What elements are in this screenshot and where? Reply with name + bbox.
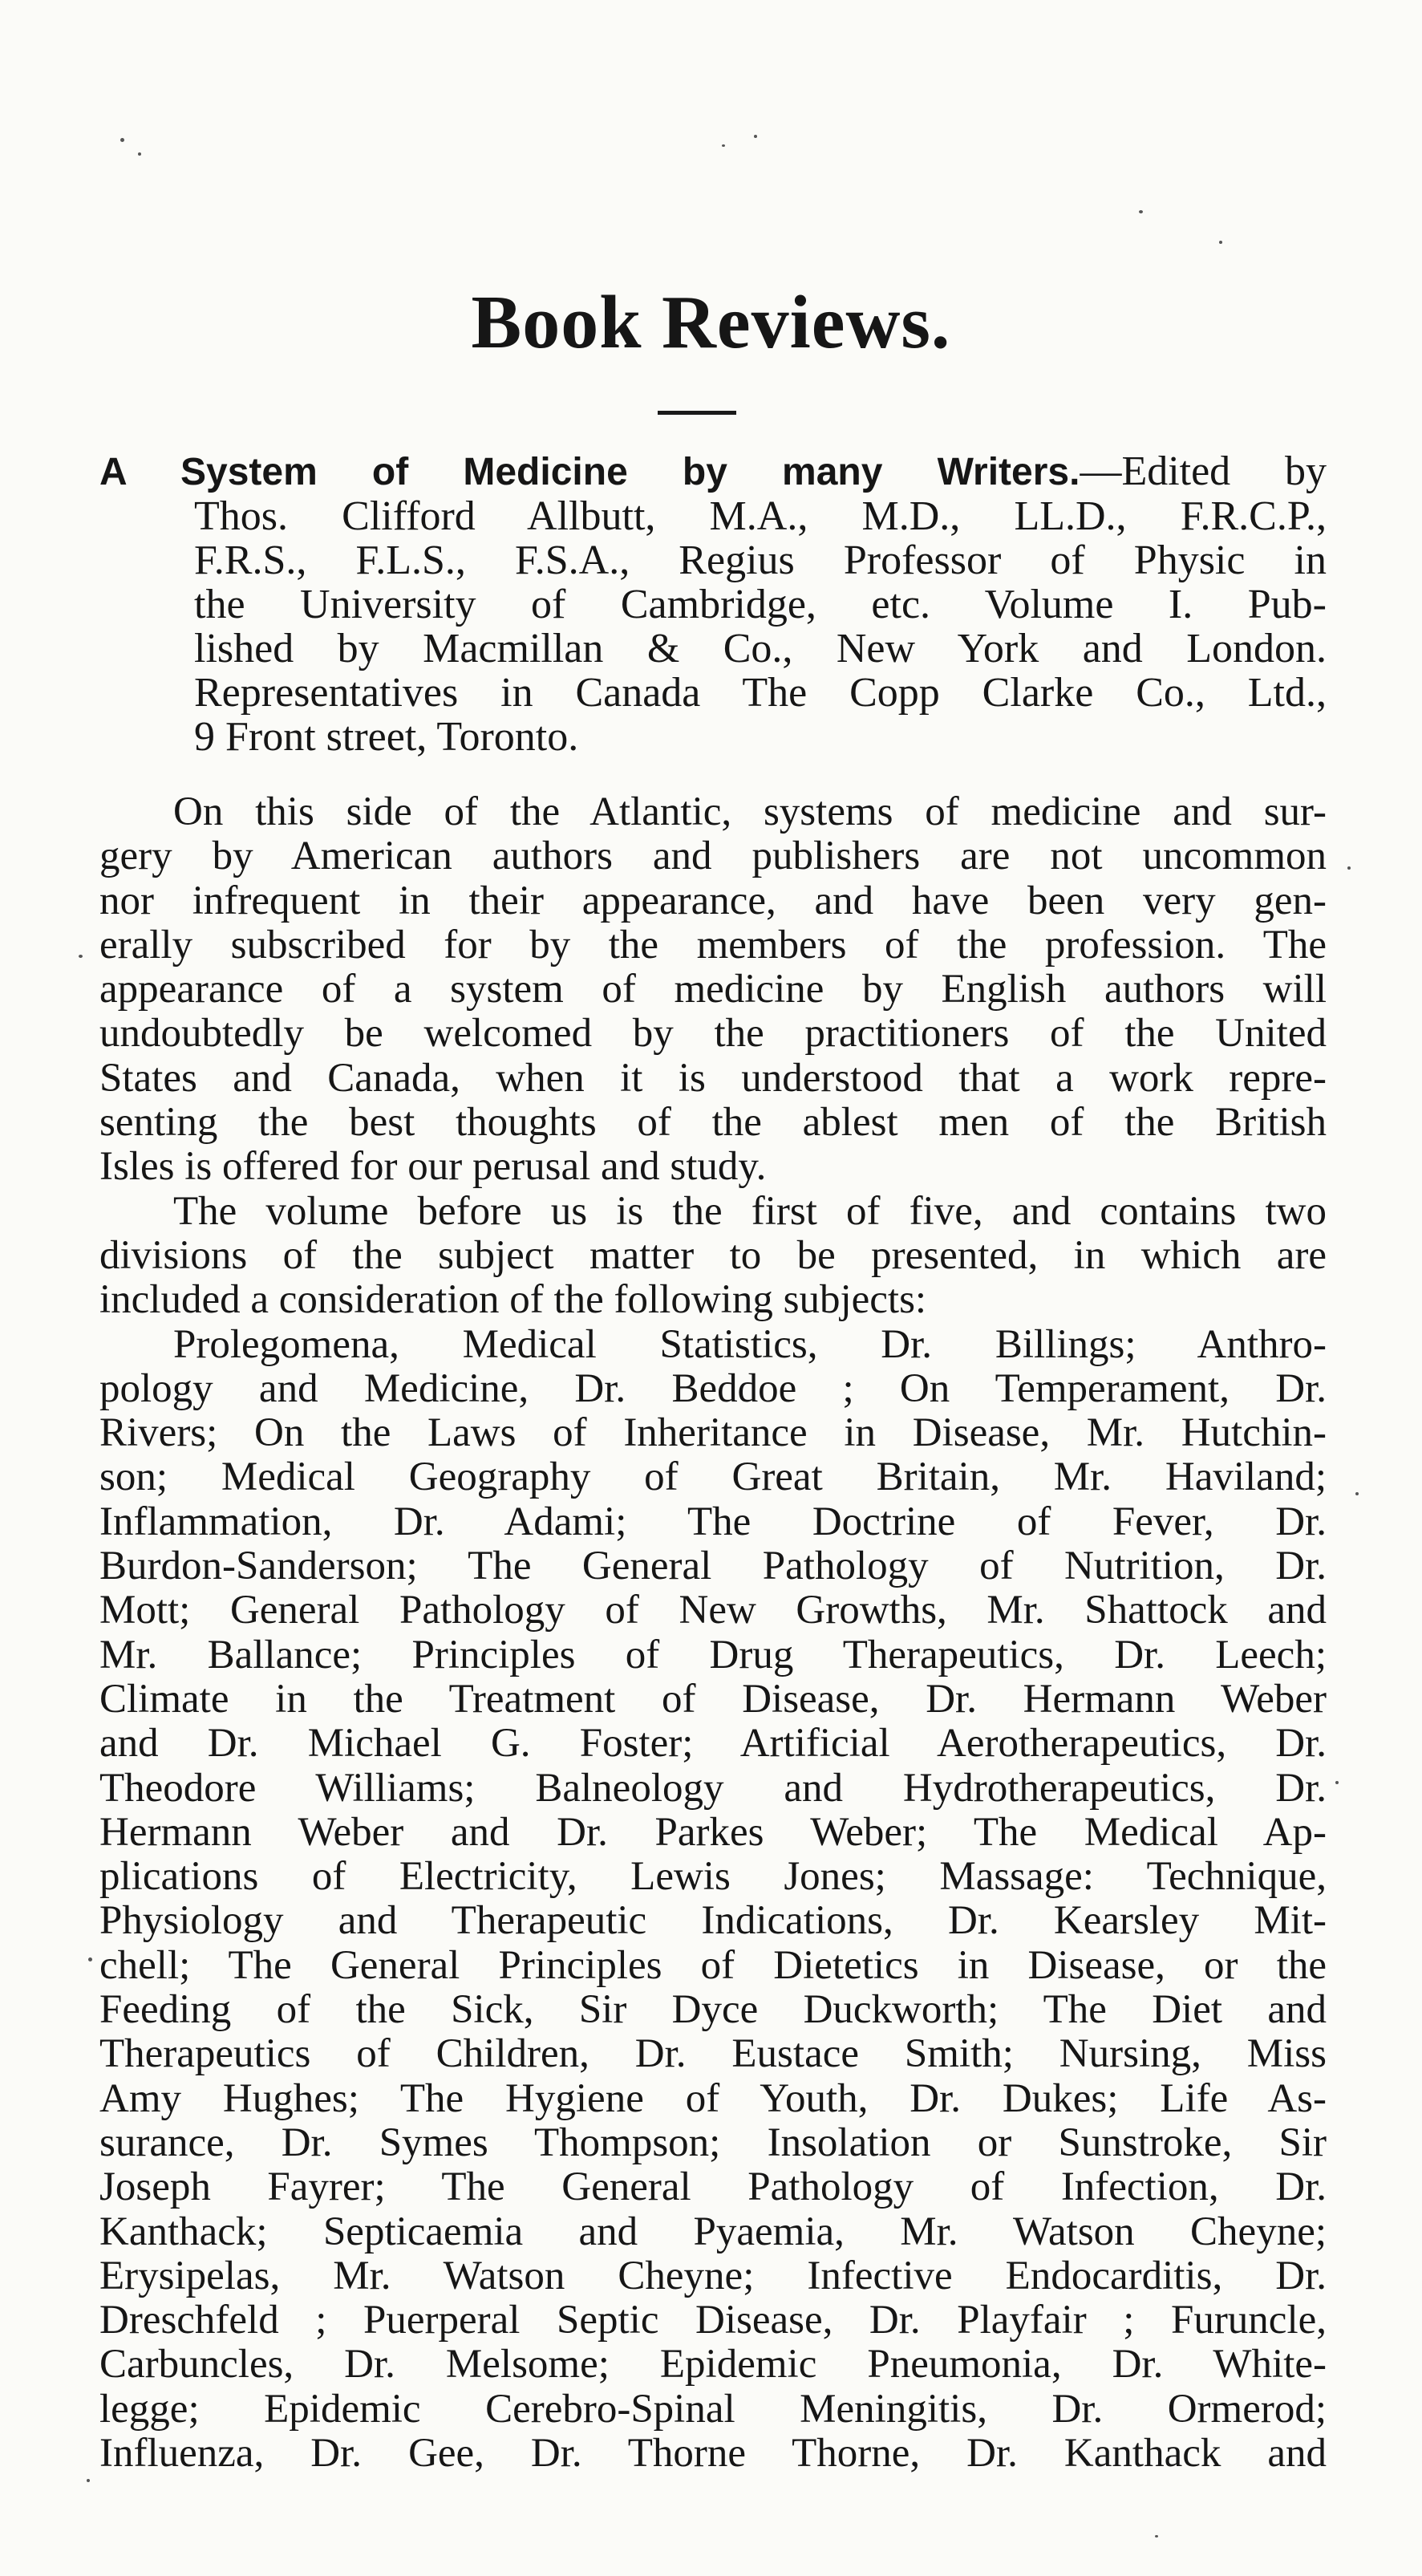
print-speck [1139,210,1143,213]
text-line: pology and Medicine, Dr. Beddoe ; On Temperament, Dr. [99,1365,1327,1411]
text-line: On this side of the Atlantic, systems of medicine and sur- [173,789,1327,834]
text-line: Burdon-Sanderson; The General Pathology of Nutrition, Dr. [99,1544,1327,1589]
text-line: appearance of a system of medicine by English authors will [99,967,1327,1012]
print-speck [88,1957,92,1961]
paragraph [99,1190,1327,1323]
print-speck [1355,1492,1359,1495]
text-line: Erysipelas, Mr. Watson Cheyne; Infective Endocarditis, Dr. [99,2253,1327,2298]
text-line: Therapeutics of Children, Dr. Eustace Smith; Nursing, Miss [99,2031,1327,2077]
print-speck [1335,1781,1339,1784]
print-speck [754,135,757,138]
text-line: Carbuncles, Dr. Melsome; Epidemic Pneumonia, Dr. White- [99,2342,1327,2387]
text-line: Feeding of the Sick, Sir Dyce Duckworth; The Diet and [99,1987,1327,2033]
entry-line: the University of Cambridge, etc. Volume I. Pub- [194,582,1327,627]
text-line: included a consideration of the following subjects: [99,1277,927,1323]
text-line: Mott; General Pathology of New Growths, Mr. Shattock and [99,1588,1327,1633]
text-line: undoubtedly be welcomed by the practitioners of the United [99,1011,1327,1057]
page-title: Book Reviews. [471,281,951,364]
text-line: divisions of the subject matter to be presented, in which are [99,1232,1327,1278]
text-line: The volume before us is the first of five, and contains two [173,1188,1327,1234]
text-line: Prolegomena, Medical Statistics, Dr. Billings; Anthro- [173,1321,1327,1367]
text-line: Theodore Williams; Balneology and Hydrotherapeutics, Dr. [99,1765,1327,1811]
text-line: plications of Electricity, Lewis Jones; Massage: Technique, [99,1854,1327,1900]
text-line: Dreschfeld ; Puerperal Septic Disease, Dr. Playfair ; Furuncle, [99,2298,1327,2343]
text-line: Hermann Weber and Dr. Parkes Weber; The Medical Ap- [99,1809,1327,1855]
text-line: legge; Epidemic Cerebro-Spinal Meningitis, Dr. Ormerod; [99,2386,1327,2432]
print-speck [79,955,83,958]
text-line: Kanthack; Septicaemia and Pyaemia, Mr. Watson Cheyne; [99,2209,1327,2254]
book-title: A System of Medicine by many Writers. [99,451,1080,493]
entry-heading-line [99,449,1327,494]
text-line: Isles is offered for our perusal and study. [99,1144,767,1190]
book-title-tail: —Edited by [1080,448,1327,494]
print-speck [722,144,725,147]
text-line: States and Canada, when it is understood that a work repre- [99,1055,1327,1101]
text-line: son; Medical Geography of Great Britain, Mr. Haviland; [99,1454,1327,1500]
print-speck [1347,866,1351,870]
entry-line: lished by Macmillan & Co., New York and London. [194,626,1327,671]
entry-line: Thos. Clifford Allbutt, M.A., M.D., LL.D., F.R.C.P., [194,493,1327,539]
text-line: Inflammation, Dr. Adami; The Doctrine of Fever, Dr. [99,1499,1327,1544]
text-line: senting the best thoughts of the ablest men of the British [99,1100,1327,1146]
text-line: gery by American authors and publishers are not uncommon [99,834,1327,879]
text-line: Amy Hughes; The Hygiene of Youth, Dr. Dukes; Life As- [99,2075,1327,2121]
review-body [99,790,1327,2476]
text-line: Climate in the Treatment of Disease, Dr. Hermann Weber [99,1676,1327,1722]
text-line: surance, Dr. Symes Thompson; Insolation or Sunstroke, Sir [99,2120,1327,2165]
text-line: Influenza, Dr. Gee, Dr. Thorne Thorne, Dr. Kanthack and [99,2430,1327,2476]
title-rule [658,411,736,415]
print-speck [120,138,124,142]
text-line: nor infrequent in their appearance, and have been very gen- [99,878,1327,923]
paragraph [99,1323,1327,2477]
review-entry [99,449,1327,759]
entry-details [194,494,1327,759]
text-line: Physiology and Therapeutic Indications, Dr. Kearsley Mit- [99,1898,1327,1944]
print-speck [1219,241,1222,244]
text-line: Mr. Ballance; Principles of Drug Therapeutics, Dr. Leech; [99,1632,1327,1677]
text-line: erally subscribed for by the members of the profession. The [99,922,1327,968]
print-speck [87,2479,90,2482]
entry-line: 9 Front street, Toronto. [194,714,579,760]
entry-line: Representatives in Canada The Copp Clarke Co., Ltd., [194,670,1327,716]
print-speck [1155,2535,1158,2537]
text-line: Joseph Fayrer; The General Pathology of Infection, Dr. [99,2164,1327,2210]
entry-line: F.R.S., F.L.S., F.S.A., Regius Professor of Physic in [194,538,1327,583]
print-speck [138,152,141,156]
text-line: and Dr. Michael G. Foster; Artificial Aerotherapeutics, Dr. [99,1721,1327,1767]
paragraph [99,790,1327,1190]
text-line: chell; The General Principles of Dietetics in Disease, or the [99,1942,1327,1988]
text-line: Rivers; On the Laws of Inheritance in Disease, Mr. Hutchin- [99,1410,1327,1456]
